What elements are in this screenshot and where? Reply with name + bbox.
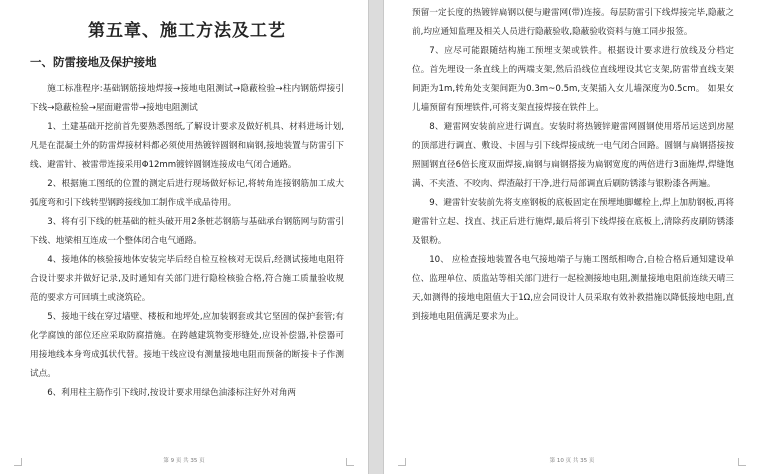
paragraph-item-2: 2、根据施工图纸的位置的测定后进行现场做好标记,将转角连接钢筋加工成大弧度弯和引下线转型钢跨接线加工制作成半成品待用。 (30, 179, 344, 208)
document-page-right (384, 0, 760, 474)
page-footer: 第 9 页 共 35 页 (163, 458, 205, 464)
paragraph-continued: 预留一定长度的热镀锌扁钢以便与避雷网(带)连接。每层防雷引下线焊接完毕,隐蔽之前,均应通知监理及相关人员进行隐蔽验收,隐蔽验收资料与施工同步报签。 (412, 8, 734, 37)
paragraph-process: 施工标准程序:基础钢筋接地焊接→接地电阻测试→隐蔽检验→柱内钢筋焊接引下线→隐蔽检验→屋面避雷带→接地电阻测试 (30, 84, 344, 113)
paragraph-item-5: 5、接地干线在穿过墙壁、楼板和地坪处,应加装钢套或其它坚固的保护套管;有化学腐蚀的部位还应采取防腐措施。在跨越建筑物变形缝处,应设补偿器,补偿器可用接地线本身弯成弧状代替。接地干线应设有测量接地电阻而预备的断接卡子作测试点。 (30, 312, 344, 379)
document-page-left (0, 0, 368, 474)
paragraph-item-1: 1、土建基础开挖前首先要熟悉图纸,了解设计要求及做好机具、材料进场计划,凡是在混凝土外的防雷焊接材料都必须使用热镀锌圆钢和扁钢,接地装置与防雷引下线、避雷针、被雷带连接采用Φ12mm镀锌圆钢连接成电气闭合通路。 (30, 122, 344, 170)
paragraph-item-7: 7、应尽可能跟随结构施工预埋支架或铁件。根据设计要求进行放线及分档定位。首先埋设一条直线上的两端支架,然后沿线位直线埋设其它支架,防雷带直线支架间距为1m,转角处支架间距为0.3m~0.5m,支架插入女儿墙深度为0.5cm。 如果女儿墙预留有预埋铁件,可将支架直接焊接在铁件上。 (412, 46, 734, 113)
page-gutter (368, 0, 384, 474)
page-content (30, 10, 344, 403)
page-content (412, 4, 734, 327)
paragraph-item-6: 6、利用柱主筋作引下线时,按设计要求用绿色油漆标注好外对角两 (47, 388, 297, 398)
paragraph-item-8: 8、避雷网安装前应进行调直。安装时将热镀锌避雷网圆钢使用塔吊运送到房屋的顶部进行调直、敷设、卡固与引下线焊接成统一电气闭合回路。圆钢与扁钢搭接按照圆钢直径6倍长度双面焊接,扁钢与扁钢搭接为扁钢宽度的两倍进行3面施焊,焊缝饱满、不夹渣、不咬肉、焊渣敲打干净,进行局部调直后刷防锈漆与银粉漆各两遍。 (412, 122, 734, 189)
chapter-title: 第五章、施工方法及工艺 (88, 21, 286, 41)
paragraph-item-3: 3、将有引下线的桩基础的桩头破开用2条桩芯钢筋与基础承台钢筋网与防雷引下线、地梁相互连成一个整体闭合电气通路。 (30, 217, 344, 246)
paragraph-item-9: 9、避雷针安装前先将支座钢板的底板固定在预埋地脚螺栓上,焊上加肋钢板,再将避雷针立起、找直、找正后进行施焊,最后将引下线焊接在底板上,清除药皮刷防锈漆及银粉。 (412, 198, 734, 246)
page-footer: 第 10 页 共 35 页 (549, 458, 595, 464)
paragraph-item-4: 4、接地体的核验接地体安装完毕后经自检互检核对无误后,经测试接地电阻符合设计要求并做好记录,及时通知有关部门进行隐检核验合格,符合施工质量验收规范的要求方可回填土或浇筑砼。 (30, 255, 344, 303)
paragraph-item-10: 10、 应检查接地装置各电气接地端子与施工图纸相吻合,自检合格后通知建设单位、监理单位、质监站等相关部门进行一起检测接地电阻,测量接地电阻前连续天晴三天,如测得的接地电阻值大于1Ω,应会同设计人员采取有效补救措施以降低接地电阻,直到接地电阻值满足要求为止。 (412, 255, 734, 322)
section-title: 一、防雷接地及保护接地 (30, 55, 157, 69)
